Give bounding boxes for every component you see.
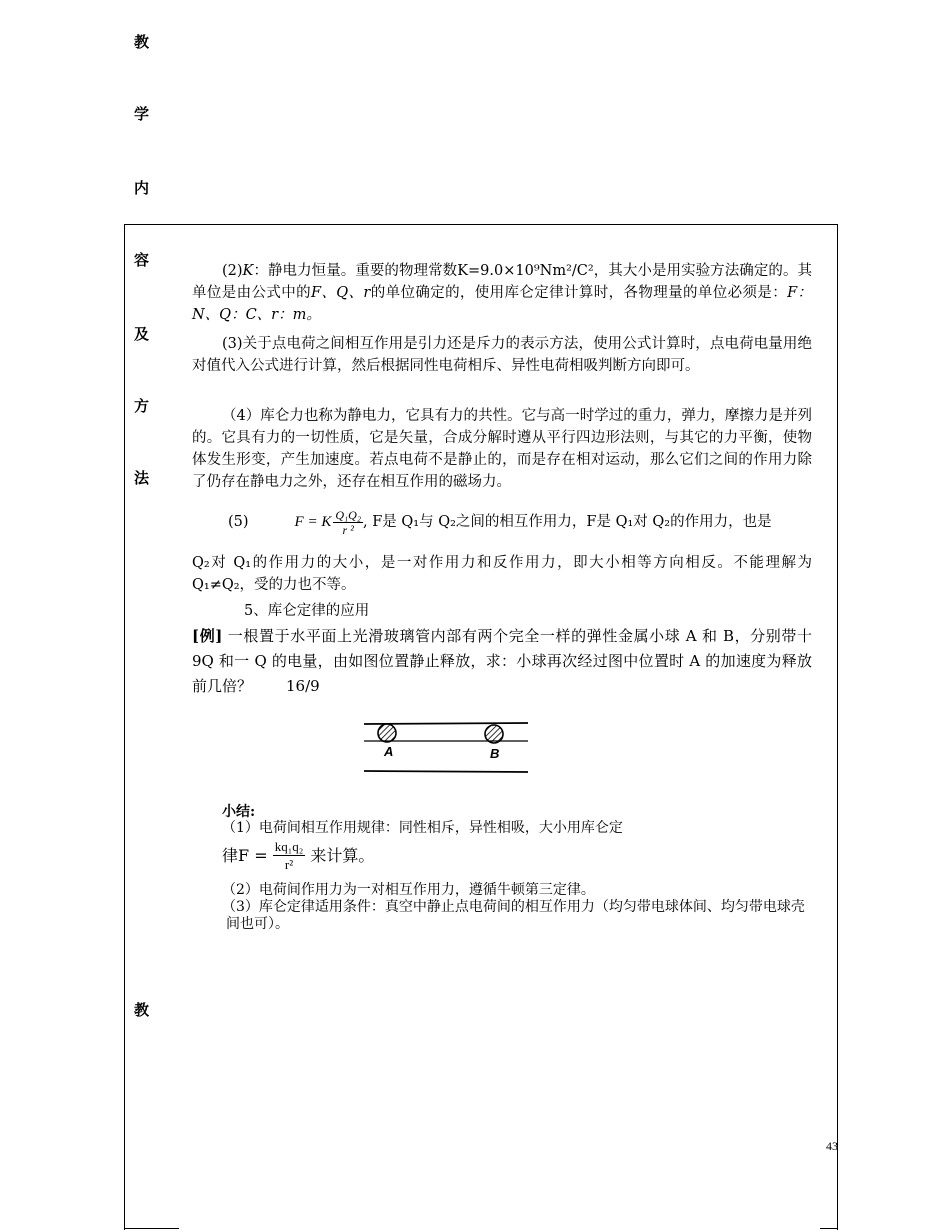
para3-text: (3)关于点电荷之间相互作用是引力还是斥力的表示方法，使用公式计算时，点电荷电量用绝对值代入公式进行计算，然后根据同性电荷相斥、异性电荷相吸判断方向即可。 [192,336,812,374]
summary-formula-suffix: 来计算。 [310,846,375,865]
sidebar-char-fa: 法 [134,469,150,487]
para4-text: （4）库仑力也称为静电力，它具有力的共性。它与高一时学过的重力，弹力，摩擦力是并列的。它具有力的一切性质，它是矢量，合成分解时遵从平行四边形法则，与其它的力平衡，使物体发生形变，产生加速度。若点电荷不是静止的，而是存在相对运动，那么它们之间的作用力除了仍存在静电力之外，还存在相互作用的磁场力。 [192,408,812,490]
page-number: 43 [826,1139,838,1153]
example-answer: 16/9 [286,677,320,695]
example-text: 一根置于水平面上光滑玻璃管内部有两个完全一样的弹性金属小球 A 和 B，分别带十 9Q 和一 Q 的电量，由如图位置静止释放，求：小球再次经过图中位置时 A 的加速度为释放前几倍？ [192,627,813,695]
paragraph-4 [192,405,812,493]
coulomb-formula [294,508,363,538]
frame-right-line [837,224,838,1230]
para2-label: (2) [222,263,243,279]
example-tag: [例] [192,627,223,645]
section-5-title: 5、库仑定律的应用 [244,603,370,619]
summary-item-1b [222,838,812,880]
para2-text-a: ：静电力恒量。重要的物理常数 [253,263,458,279]
para2-text-b: ，其大小是用实验方法确定的。其单位是由公式中的 [192,263,813,301]
sidebar-char-xue: 学 [134,105,150,123]
summary-formula-numerator: kq₁q₂ [274,839,304,854]
summary-item-2: （2）电荷间作用力为一对相互作用力，遵循牛顿第三定律。 [222,882,595,898]
formula-lhs: F = K [294,514,332,530]
summary-formula-denominator: r² [284,857,294,872]
para5-text-a: , F是 Q₁与 Q₂之间的相互作用力，F是 Q₁对 Q₂的作用力，也是 [363,514,772,530]
example-block [192,624,812,699]
summary-item-1a: （1）电荷间相互作用规律：同性相斥，异性相吸，大小用库仑定 [222,820,623,836]
summary-title: 小结: [222,804,256,820]
paragraph-2 [192,260,812,326]
para2-var-k: K [242,263,254,279]
paragraph-3 [192,333,812,377]
ball-b-label: B [490,746,500,761]
para2-value: K=9.0×10⁹Nm²/C² [457,263,594,279]
para5-label: (5) [228,514,249,530]
ball-b [485,725,503,743]
sidebar-char-jiao: 教 [134,33,150,51]
para5-text-b: Q₂对 Q₁的作用力的大小，是一对作用力和反作用力，即大小相等方向相反。不能理解为 Q₁≠Q₂，受的力也不等。 [192,555,812,593]
tube-figure [362,718,532,776]
para2-text-c: 的单位确定的，使用库仑定律计算时，各物理量的单位必须是： [370,285,788,301]
frame-bottom-line-right [820,1228,838,1229]
sidebar-char-rong: 容 [134,251,150,269]
para2-units: F：N、Q：C、r：m。 [192,285,813,323]
sidebar-char-nei: 内 [134,179,150,197]
formula-denominator: r ² [342,523,354,538]
frame-bottom-line [124,1228,179,1229]
formula-numerator: Q₁Q₂ [335,508,362,523]
sidebar-char-jiao-2: 教 [134,1001,150,1019]
sidebar-char-ji: 及 [134,325,150,343]
ball-a [378,724,396,742]
ball-a-label: A [384,744,394,759]
frame-left-line [124,224,125,1230]
para2-vars: F、Q、r [310,285,371,301]
sidebar-char-fang: 方 [134,397,150,415]
summary-item-3: （3）库仑定律适用条件：真空中静止点电荷间的相互作用力（均匀带电球体间、均匀带电球壳间也可）。 [222,899,805,932]
frame-top-line [124,224,838,225]
paragraph-5-line1 [192,504,812,544]
paragraph-5-line2 [192,552,812,596]
summary-formula-prefix: 律F = [222,846,268,865]
